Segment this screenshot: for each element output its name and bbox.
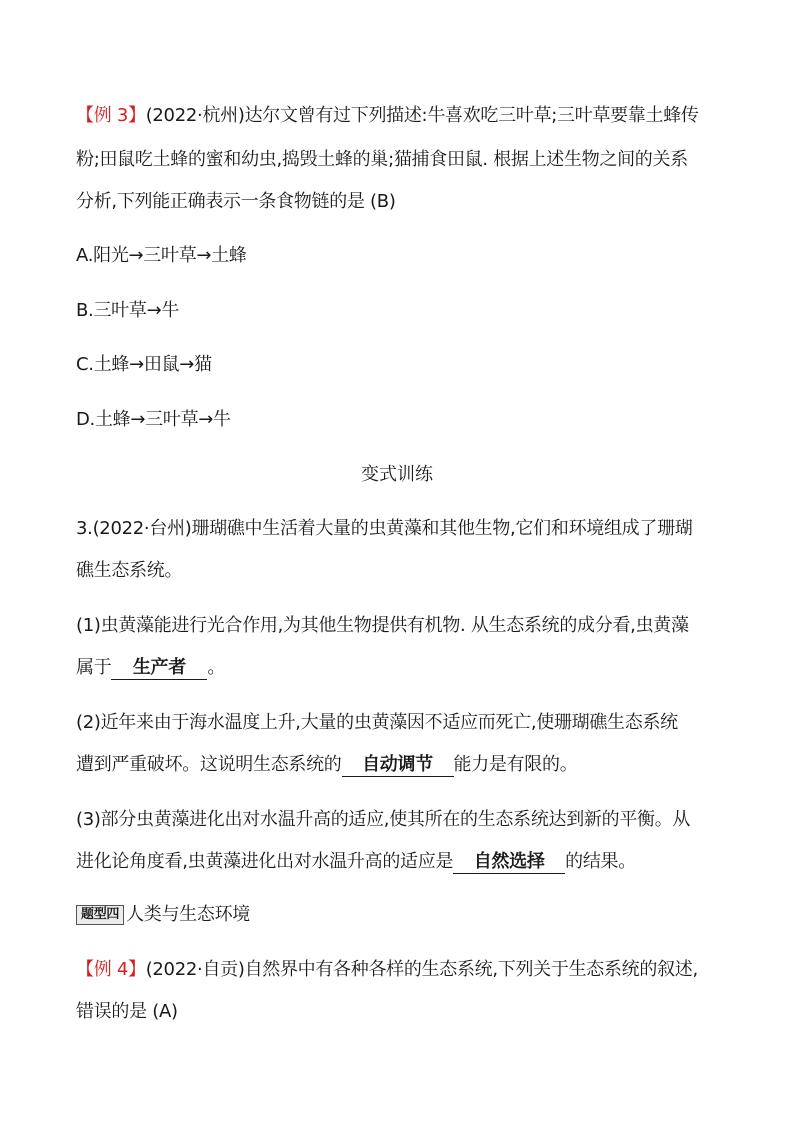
q3-part3-suffix: 的结果。	[565, 851, 636, 872]
q3-part2-line-1: (2)近年来由于海水温度上升,大量的虫黄藻因不适应而死亡,使珊瑚礁生态系统	[76, 712, 678, 733]
q3-part1-suffix: 。	[207, 657, 226, 678]
example-tag: 【例 4】	[76, 959, 146, 980]
example3-text-1: (2022·杭州)达尔文曾有过下列描述:牛喜欢吃三叶草;三叶草要靠土蜂传	[145, 105, 699, 126]
answer-blank-1: 生产者	[111, 657, 207, 680]
q3-line-1: 3.(2022·台州)珊瑚礁中生活着大量的虫黄藻和其他生物,它们和环境组成了珊瑚	[76, 518, 693, 539]
example4-line-1	[76, 958, 698, 982]
q3-part2-prefix: 遭到严重破坏。这说明生态系统的	[76, 754, 342, 775]
example3-line-1	[76, 104, 699, 128]
q3-part3-line-2	[76, 850, 636, 874]
section-title: 变式训练	[361, 464, 433, 485]
q3-part2-line-2	[76, 753, 577, 777]
example3-line-3: 分析,下列能正确表示一条食物链的是 (B)	[76, 191, 396, 212]
q3-part1-line-1: (1)虫黄藻能进行光合作用,为其他生物提供有机物. 从生态系统的成分看,虫黄藻	[76, 615, 689, 636]
example-tag: 【例 3】	[76, 105, 146, 126]
type4-title: 人类与生态环境	[126, 904, 251, 925]
q3-line-2: 礁生态系统。	[76, 560, 183, 581]
example4-line-2: 错误的是 (A)	[76, 1001, 178, 1022]
option-b: B.三叶草→牛	[76, 300, 180, 321]
q3-part3-prefix: 进化论角度看,虫黄藻进化出对水温升高的适应是	[76, 851, 454, 872]
q3-part3-line-1: (3)部分虫黄藻进化出对水温升高的适应,使其所在的生态系统达到新的平衡。从	[76, 809, 691, 830]
option-d: D.土蜂→三叶草→牛	[76, 409, 231, 430]
option-a: A.阳光→三叶草→土蜂	[76, 245, 247, 266]
answer-blank-3: 自然选择	[453, 851, 565, 874]
option-c: C.土蜂→田鼠→猫	[76, 354, 212, 375]
q3-part1-line-2	[76, 656, 225, 680]
q3-part2-suffix: 能力是有限的。	[453, 754, 578, 775]
example3-line-2: 粉;田鼠吃土蜂的蜜和幼虫,捣毁土蜂的巢;猫捕食田鼠. 根据上述生物之间的关系	[76, 149, 688, 170]
answer-blank-2: 自动调节	[342, 754, 454, 777]
q3-part1-prefix: 属于	[76, 657, 112, 678]
question-type-tag: 题型四	[76, 905, 124, 925]
example4-text-1: (2022·自贡)自然界中有各种各样的生态系统,下列关于生态系统的叙述,	[145, 959, 698, 980]
type4-heading	[76, 903, 250, 927]
